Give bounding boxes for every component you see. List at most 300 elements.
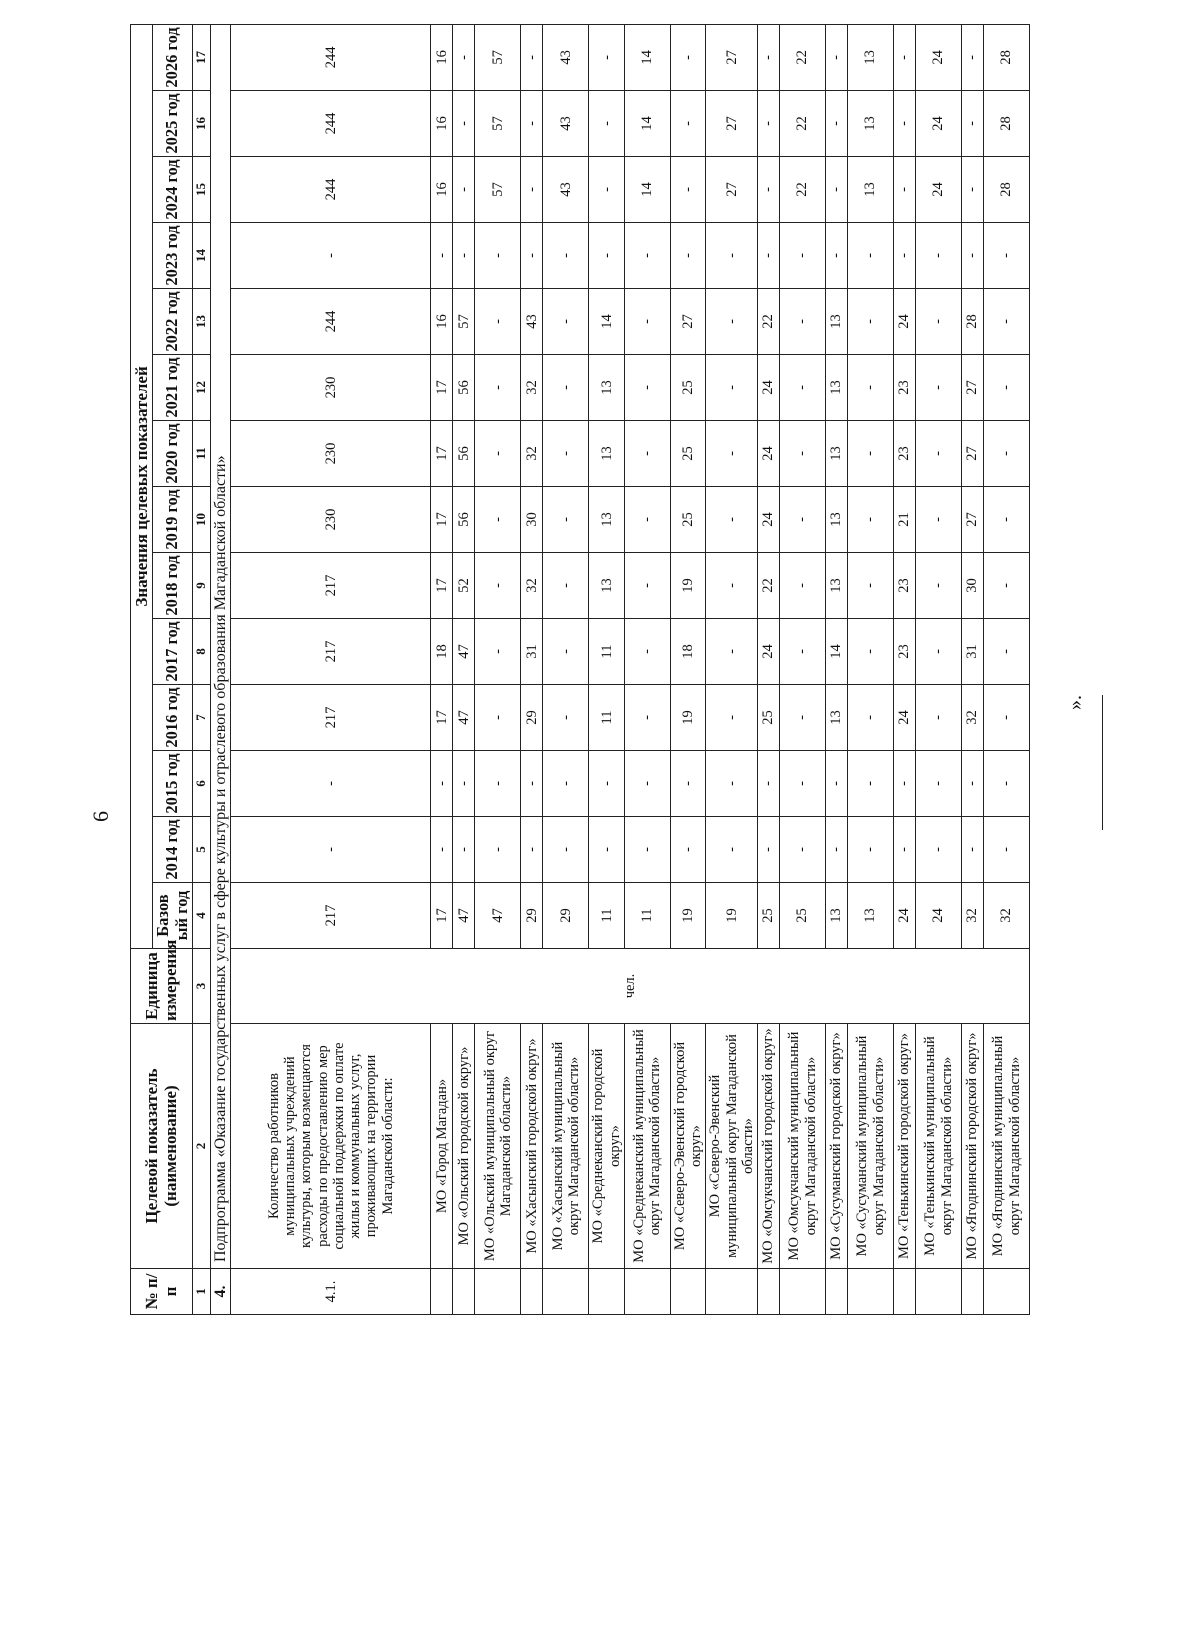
row-value: -: [916, 355, 962, 421]
row-value: -: [706, 817, 758, 883]
row-value: -: [543, 223, 589, 289]
row-value: 22: [780, 157, 826, 223]
row-value: -: [984, 751, 1030, 817]
row-value: -: [706, 421, 758, 487]
row-value: -: [543, 421, 589, 487]
row-value: -: [984, 355, 1030, 421]
table-row: [758, 24, 780, 1314]
header-year: 2017 год: [153, 619, 193, 685]
row-value: -: [453, 751, 475, 817]
row-name: МО «Хасынский муниципальный округ Магаданской области»: [543, 1024, 589, 1269]
row-name: МО «Омсукчанский городской округ»: [758, 1024, 780, 1269]
row-value: -: [962, 157, 984, 223]
row-value: 23: [894, 421, 916, 487]
row-value: -: [916, 817, 962, 883]
row-value: 13: [826, 289, 848, 355]
page-number: 6: [88, 811, 113, 822]
row-value: 13: [589, 487, 624, 553]
row-name: МО «Сусуманский городской округ»: [826, 1024, 848, 1269]
row-value: 13: [848, 24, 894, 90]
row-value: -: [848, 685, 894, 751]
row-name: МО «Сусуманский муниципальный округ Магаданской области»: [848, 1024, 894, 1269]
row-value: 21: [894, 487, 916, 553]
row-value: 28: [962, 289, 984, 355]
row-value: 13: [826, 487, 848, 553]
row-value: 57: [475, 157, 521, 223]
column-index: 6: [192, 751, 210, 817]
table-row: [624, 24, 670, 1314]
row-num: [670, 1269, 705, 1315]
row-name: МО «Город Магадан»: [431, 1024, 453, 1269]
row-name: МО «Тенькинский городской округ»: [894, 1024, 916, 1269]
row-value: -: [780, 619, 826, 685]
row-num: [589, 1269, 624, 1315]
row-value: 28: [984, 157, 1030, 223]
row-value: -: [984, 553, 1030, 619]
row-num: [624, 1269, 670, 1315]
row-value: 31: [521, 619, 543, 685]
row-value: 27: [962, 421, 984, 487]
row-value: -: [624, 487, 670, 553]
row-value: -: [848, 289, 894, 355]
row-value: 19: [670, 685, 705, 751]
table-row: [894, 24, 916, 1314]
column-index: 1: [192, 1269, 210, 1315]
row-value: 19: [706, 883, 758, 949]
row-value: -: [624, 619, 670, 685]
row-value: 29: [521, 883, 543, 949]
table-row: [780, 24, 826, 1314]
header-year: 2023 год: [153, 223, 193, 289]
row-value: -: [706, 355, 758, 421]
end-rule: [1102, 695, 1103, 830]
row-num: [826, 1269, 848, 1315]
row-value: -: [962, 91, 984, 157]
row-num: [543, 1269, 589, 1315]
row-value: 22: [780, 91, 826, 157]
row-value: 32: [962, 883, 984, 949]
row-num: [475, 1269, 521, 1315]
row-value: 14: [589, 289, 624, 355]
row-value: -: [780, 223, 826, 289]
column-index: 14: [192, 223, 210, 289]
row-value: -: [916, 421, 962, 487]
table-row: [848, 24, 894, 1314]
row-value: 17: [431, 553, 453, 619]
row-value: -: [706, 289, 758, 355]
row-value: -: [758, 157, 780, 223]
row-value: -: [521, 157, 543, 223]
row-value: -: [826, 751, 848, 817]
row-value: 57: [475, 24, 521, 90]
row-name: МО «Хасынский городской округ»: [521, 1024, 543, 1269]
row-value: 24: [916, 883, 962, 949]
row-value: 16: [431, 91, 453, 157]
row-value: -: [706, 685, 758, 751]
row-value: 23: [894, 553, 916, 619]
column-index: 13: [192, 289, 210, 355]
row-value: -: [670, 751, 705, 817]
row-value: 57: [475, 91, 521, 157]
row-value: -: [543, 289, 589, 355]
row-name: МО «Тенькинский муниципальный округ Магаданской области»: [916, 1024, 962, 1269]
row-value: -: [780, 553, 826, 619]
row-value: 17: [431, 685, 453, 751]
table-row: [826, 24, 848, 1314]
column-index: 9: [192, 553, 210, 619]
row-value: 27: [706, 24, 758, 90]
row-value: 27: [706, 91, 758, 157]
row-value: -: [431, 751, 453, 817]
row-value: 29: [543, 883, 589, 949]
row-value: 43: [521, 289, 543, 355]
row-value: -: [624, 289, 670, 355]
table-row-main: [231, 24, 431, 1314]
column-index: 16: [192, 91, 210, 157]
table-row: [431, 24, 453, 1314]
row-value: -: [670, 817, 705, 883]
row-name: МО «Омсукчанский муниципальный округ Магаданской области»: [780, 1024, 826, 1269]
row-value: 22: [758, 553, 780, 619]
row-value: 11: [589, 883, 624, 949]
row-value: -: [475, 421, 521, 487]
row-value: -: [916, 553, 962, 619]
table-row: [670, 24, 705, 1314]
row-value: 24: [894, 685, 916, 751]
header-year: 2018 год: [153, 553, 193, 619]
row-value: 43: [543, 91, 589, 157]
row-value: -: [758, 817, 780, 883]
row-name: МО «Среднеканский муниципальный округ Магаданской области»: [624, 1024, 670, 1269]
row-value: 43: [543, 24, 589, 90]
row-value: 30: [521, 487, 543, 553]
header-year: 2025 год: [153, 91, 193, 157]
header-year: 2014 год: [153, 817, 193, 883]
row-value: 32: [521, 553, 543, 619]
row-value: -: [706, 619, 758, 685]
row-value: -: [521, 751, 543, 817]
row-name: МО «Ягоднинский муниципальный округ Магаданской области»: [984, 1024, 1030, 1269]
row-value: 16: [431, 24, 453, 90]
row-value: -: [962, 24, 984, 90]
row-num: [984, 1269, 1030, 1315]
row-value: -: [916, 289, 962, 355]
header-year: 2024 год: [153, 157, 193, 223]
row-value: 217: [231, 883, 431, 949]
row-value: 18: [431, 619, 453, 685]
row-value: 13: [848, 91, 894, 157]
row-value: -: [758, 223, 780, 289]
column-index: 15: [192, 157, 210, 223]
row-value: 217: [231, 553, 431, 619]
row-value: -: [231, 751, 431, 817]
row-value: -: [848, 619, 894, 685]
row-value: -: [826, 24, 848, 90]
row-value: 17: [431, 355, 453, 421]
row-value: -: [589, 751, 624, 817]
row-value: 47: [475, 883, 521, 949]
row-value: -: [758, 91, 780, 157]
row-value: 217: [231, 685, 431, 751]
row-value: -: [543, 751, 589, 817]
column-index: 10: [192, 487, 210, 553]
row-value: -: [543, 355, 589, 421]
row-value: -: [758, 24, 780, 90]
row-name: Количество работников муниципальных учреждений культуры, которым возмещаются расходы по предоставлению мер социальной поддержки по оплате жилья и коммунальных услуг, проживающих на территории Магаданской области:: [231, 1024, 431, 1269]
header-year: 2015 год: [153, 751, 193, 817]
row-value: 43: [543, 157, 589, 223]
row-value: -: [589, 223, 624, 289]
row-value: 13: [826, 883, 848, 949]
row-value: -: [826, 157, 848, 223]
row-value: -: [521, 817, 543, 883]
row-value: 11: [589, 619, 624, 685]
header-num: № п/п: [131, 1269, 193, 1315]
row-value: 18: [670, 619, 705, 685]
header-values: Значения целевых показателей: [131, 24, 153, 948]
row-value: -: [624, 355, 670, 421]
subprogram-num: 4.: [210, 1269, 231, 1315]
row-value: 23: [894, 355, 916, 421]
row-value: -: [780, 289, 826, 355]
table-row: [543, 24, 589, 1314]
row-value: -: [543, 685, 589, 751]
row-num: [894, 1269, 916, 1315]
row-value: 14: [624, 24, 670, 90]
row-value: -: [984, 817, 1030, 883]
table-row: [916, 24, 962, 1314]
row-value: 23: [894, 619, 916, 685]
row-value: -: [475, 487, 521, 553]
row-value: 244: [231, 91, 431, 157]
row-value: 17: [431, 883, 453, 949]
row-value: 30: [962, 553, 984, 619]
column-index-row: [192, 24, 210, 1314]
row-value: 32: [962, 685, 984, 751]
row-value: -: [780, 421, 826, 487]
row-value: -: [848, 355, 894, 421]
row-num: [916, 1269, 962, 1315]
table-row: [962, 24, 984, 1314]
row-value: -: [916, 751, 962, 817]
row-value: 25: [780, 883, 826, 949]
row-value: 16: [431, 289, 453, 355]
row-unit: чел.: [231, 949, 1030, 1024]
row-value: -: [780, 685, 826, 751]
row-num: [706, 1269, 758, 1315]
row-value: 24: [758, 421, 780, 487]
row-value: 32: [984, 883, 1030, 949]
row-value: 47: [453, 685, 475, 751]
row-value: -: [848, 817, 894, 883]
row-num: [848, 1269, 894, 1315]
row-value: 27: [670, 289, 705, 355]
row-value: -: [894, 91, 916, 157]
row-value: 13: [848, 157, 894, 223]
row-value: 19: [670, 883, 705, 949]
row-value: -: [453, 91, 475, 157]
row-value: 27: [962, 487, 984, 553]
row-value: -: [475, 553, 521, 619]
row-value: -: [706, 751, 758, 817]
row-value: 25: [758, 685, 780, 751]
row-value: -: [962, 751, 984, 817]
row-value: -: [231, 223, 431, 289]
row-value: -: [453, 817, 475, 883]
row-value: 32: [521, 355, 543, 421]
row-value: 13: [826, 355, 848, 421]
row-value: -: [543, 619, 589, 685]
row-value: -: [589, 24, 624, 90]
row-value: 28: [984, 24, 1030, 90]
row-value: -: [916, 487, 962, 553]
row-value: -: [848, 223, 894, 289]
column-index: 17: [192, 24, 210, 90]
row-value: -: [826, 91, 848, 157]
row-value: -: [780, 487, 826, 553]
row-value: -: [670, 24, 705, 90]
row-value: -: [916, 685, 962, 751]
row-value: -: [670, 223, 705, 289]
table-row: [521, 24, 543, 1314]
row-value: -: [670, 91, 705, 157]
row-value: 14: [826, 619, 848, 685]
row-value: -: [453, 24, 475, 90]
row-value: 47: [453, 619, 475, 685]
column-index: 2: [192, 1024, 210, 1269]
row-name: МО «Ольский городской округ»: [453, 1024, 475, 1269]
row-value: -: [475, 685, 521, 751]
column-index: 7: [192, 685, 210, 751]
row-value: 28: [984, 91, 1030, 157]
row-value: 244: [231, 24, 431, 90]
row-value: -: [624, 553, 670, 619]
row-name: МО «Среднеканский городской округ»: [589, 1024, 624, 1269]
row-value: 13: [589, 355, 624, 421]
row-value: 230: [231, 487, 431, 553]
row-num: [780, 1269, 826, 1315]
row-value: -: [543, 817, 589, 883]
row-value: -: [706, 487, 758, 553]
row-value: -: [453, 157, 475, 223]
row-value: 24: [758, 619, 780, 685]
row-value: -: [984, 289, 1030, 355]
row-value: -: [624, 223, 670, 289]
table-row: [475, 24, 521, 1314]
row-value: -: [984, 685, 1030, 751]
row-value: -: [624, 685, 670, 751]
row-value: -: [894, 24, 916, 90]
row-value: -: [521, 223, 543, 289]
closing-mark: ».: [1064, 695, 1086, 710]
row-value: -: [543, 553, 589, 619]
table-row: [453, 24, 475, 1314]
row-value: -: [543, 487, 589, 553]
row-value: -: [521, 91, 543, 157]
column-index: 3: [192, 949, 210, 1024]
row-value: 24: [916, 91, 962, 157]
row-value: -: [521, 24, 543, 90]
row-value: -: [848, 751, 894, 817]
row-value: -: [894, 223, 916, 289]
header-unit: Единица измерения: [131, 949, 193, 1024]
row-value: 217: [231, 619, 431, 685]
row-value: 56: [453, 487, 475, 553]
row-value: 14: [624, 157, 670, 223]
row-num: [962, 1269, 984, 1315]
row-num: [758, 1269, 780, 1315]
row-value: 24: [758, 355, 780, 421]
row-value: -: [848, 487, 894, 553]
row-value: -: [475, 223, 521, 289]
row-value: 244: [231, 157, 431, 223]
row-value: 31: [962, 619, 984, 685]
row-value: -: [916, 619, 962, 685]
row-value: -: [826, 223, 848, 289]
row-value: -: [624, 421, 670, 487]
row-value: -: [984, 487, 1030, 553]
row-value: 24: [894, 883, 916, 949]
row-value: -: [758, 751, 780, 817]
row-value: 27: [706, 157, 758, 223]
row-value: 13: [589, 553, 624, 619]
row-value: -: [780, 355, 826, 421]
row-value: -: [848, 421, 894, 487]
row-value: -: [894, 751, 916, 817]
header-year: Базов ый год: [153, 883, 193, 949]
row-value: 230: [231, 355, 431, 421]
row-num: [521, 1269, 543, 1315]
row-value: 244: [231, 289, 431, 355]
row-value: 13: [589, 421, 624, 487]
row-value: 56: [453, 421, 475, 487]
row-value: -: [706, 223, 758, 289]
row-value: 13: [826, 685, 848, 751]
row-value: 13: [826, 553, 848, 619]
row-value: 230: [231, 421, 431, 487]
indicators-table: [130, 24, 1030, 1315]
row-value: -: [624, 751, 670, 817]
row-value: 25: [758, 883, 780, 949]
row-value: -: [984, 223, 1030, 289]
row-value: -: [431, 223, 453, 289]
subprogram-title: Подпрограмма «Оказание государственных услуг в сфере культуры и отраслевого образования Магаданской области»: [210, 24, 231, 1268]
row-num: [431, 1269, 453, 1315]
row-value: 24: [916, 24, 962, 90]
row-value: -: [589, 157, 624, 223]
row-name: МО «Северо-Эвенский муниципальный округ Магаданской области»: [706, 1024, 758, 1269]
table-row: [589, 24, 624, 1314]
row-name: МО «Ольский муниципальный округ Магаданской области»: [475, 1024, 521, 1269]
row-value: -: [962, 223, 984, 289]
row-name: МО «Северо-Эвенский городской округ»: [670, 1024, 705, 1269]
row-value: 16: [431, 157, 453, 223]
row-value: 25: [670, 487, 705, 553]
row-value: -: [624, 817, 670, 883]
header-year: 2016 год: [153, 685, 193, 751]
row-value: 13: [848, 883, 894, 949]
row-value: 17: [431, 421, 453, 487]
row-value: -: [848, 553, 894, 619]
row-value: 22: [758, 289, 780, 355]
row-value: 52: [453, 553, 475, 619]
row-value: -: [431, 817, 453, 883]
row-value: 57: [453, 289, 475, 355]
row-value: -: [894, 157, 916, 223]
row-value: 32: [521, 421, 543, 487]
header-year: 2019 год: [153, 487, 193, 553]
row-num: 4.1.: [231, 1269, 431, 1315]
